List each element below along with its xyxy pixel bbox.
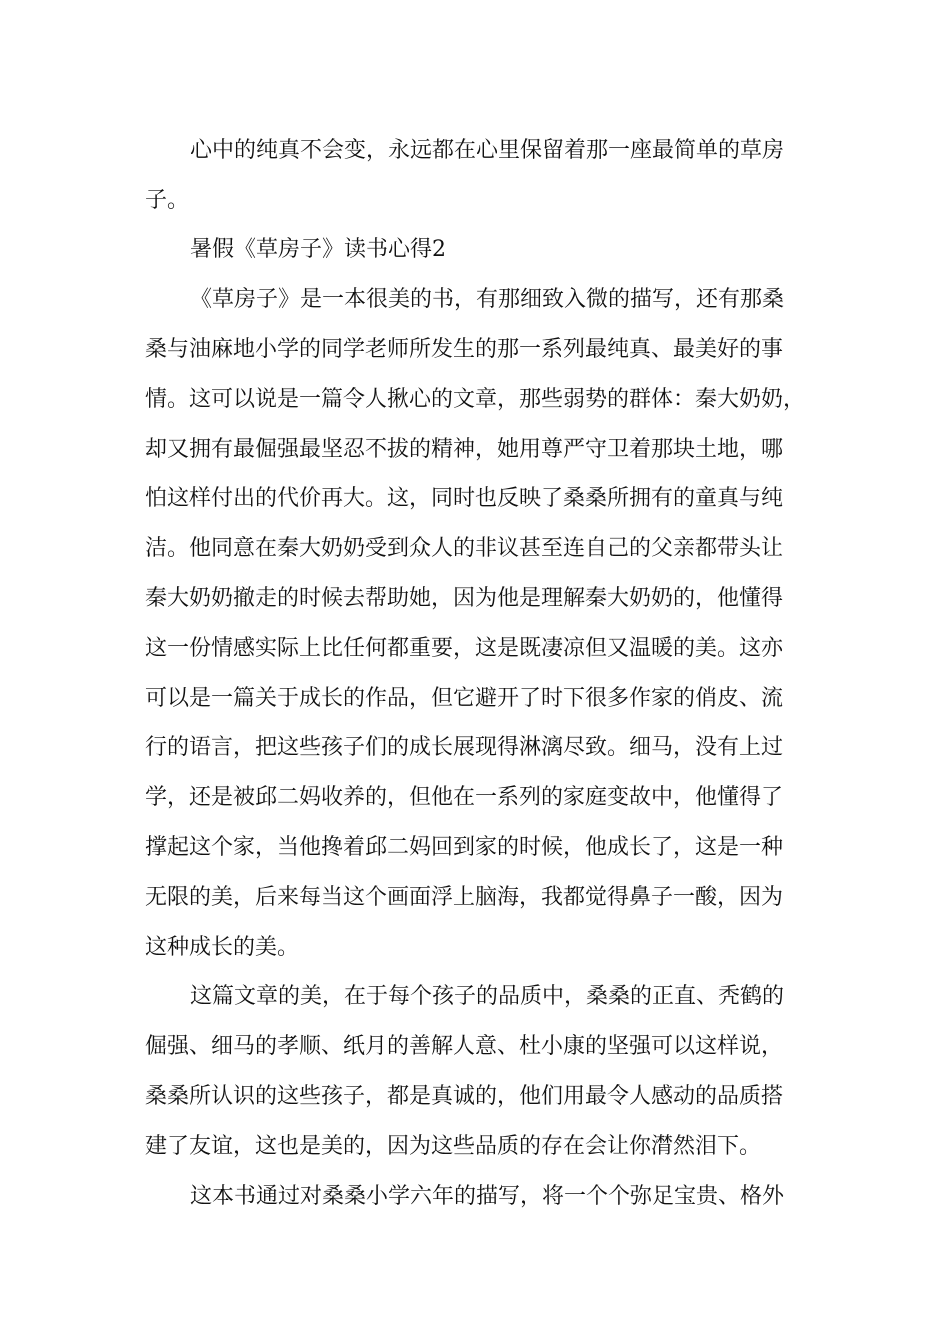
paragraph-line: 秦大奶奶撤走的时候去帮助她，因为他是理解秦大奶奶的，他懂得 (145, 586, 784, 611)
section-heading: 暑假《草房子》读书心得2 (190, 237, 446, 262)
paragraph-line: 子。 (145, 188, 190, 213)
paragraph-line: 怕这样付出的代价再大。这，同时也反映了桑桑所拥有的童真与纯 (145, 486, 784, 511)
paragraph-line: 情。这可以说是一篇令人揪心的文章，那些弱势的群体：秦大奶奶， (145, 387, 806, 412)
paragraph-line: 撑起这个家，当他搀着邱二妈回到家的时候，他成长了，这是一种 (145, 835, 784, 860)
paragraph-line: 这种成长的美。 (145, 935, 300, 960)
paragraph-line: 学，还是被邱二妈收养的，但他在一系列的家庭变故中，他懂得了 (145, 785, 784, 810)
paragraph-line: 行的语言，把这些孩子们的成长展现得淋漓尽致。细马，没有上过 (145, 735, 784, 760)
paragraph-line: 《草房子》是一本很美的书，有那细致入微的描写，还有那桑 (190, 287, 785, 312)
paragraph-line: 桑与油麻地小学的同学老师所发生的那一系列最纯真、最美好的事 (145, 337, 784, 362)
paragraph-line: 可以是一篇关于成长的作品，但它避开了时下很多作家的俏皮、流 (145, 686, 784, 711)
paragraph-line: 心中的纯真不会变，永远都在心里保留着那一座最简单的草房 (190, 138, 785, 163)
paragraph-line: 洁。他同意在秦大奶奶受到众人的非议甚至连自己的父亲都带头让 (145, 536, 784, 561)
paragraph-line: 这本书通过对桑桑小学六年的描写，将一个个弥足宝贵、格外 (190, 1184, 785, 1209)
paragraph-line: 这篇文章的美，在于每个孩子的品质中，桑桑的正直、秃鹤的 (190, 984, 785, 1009)
paragraph-line: 无限的美，后来每当这个画面浮上脑海，我都觉得鼻子一酸，因为 (145, 885, 784, 910)
paragraph-line: 建了友谊，这也是美的，因为这些品质的存在会让你潸然泪下。 (145, 1134, 762, 1159)
paragraph-line: 倔强、细马的孝顺、纸月的善解人意、杜小康的坚强可以这样说， (145, 1034, 784, 1059)
paragraph-line: 却又拥有最倔强最坚忍不拔的精神，她用尊严守卫着那块土地，哪 (145, 437, 784, 462)
paragraph-line: 桑桑所认识的这些孩子，都是真诚的，他们用最令人感动的品质搭 (145, 1084, 784, 1109)
paragraph-line: 这一份情感实际上比任何都重要，这是既凄凉但又温暖的美。这亦 (145, 636, 784, 661)
